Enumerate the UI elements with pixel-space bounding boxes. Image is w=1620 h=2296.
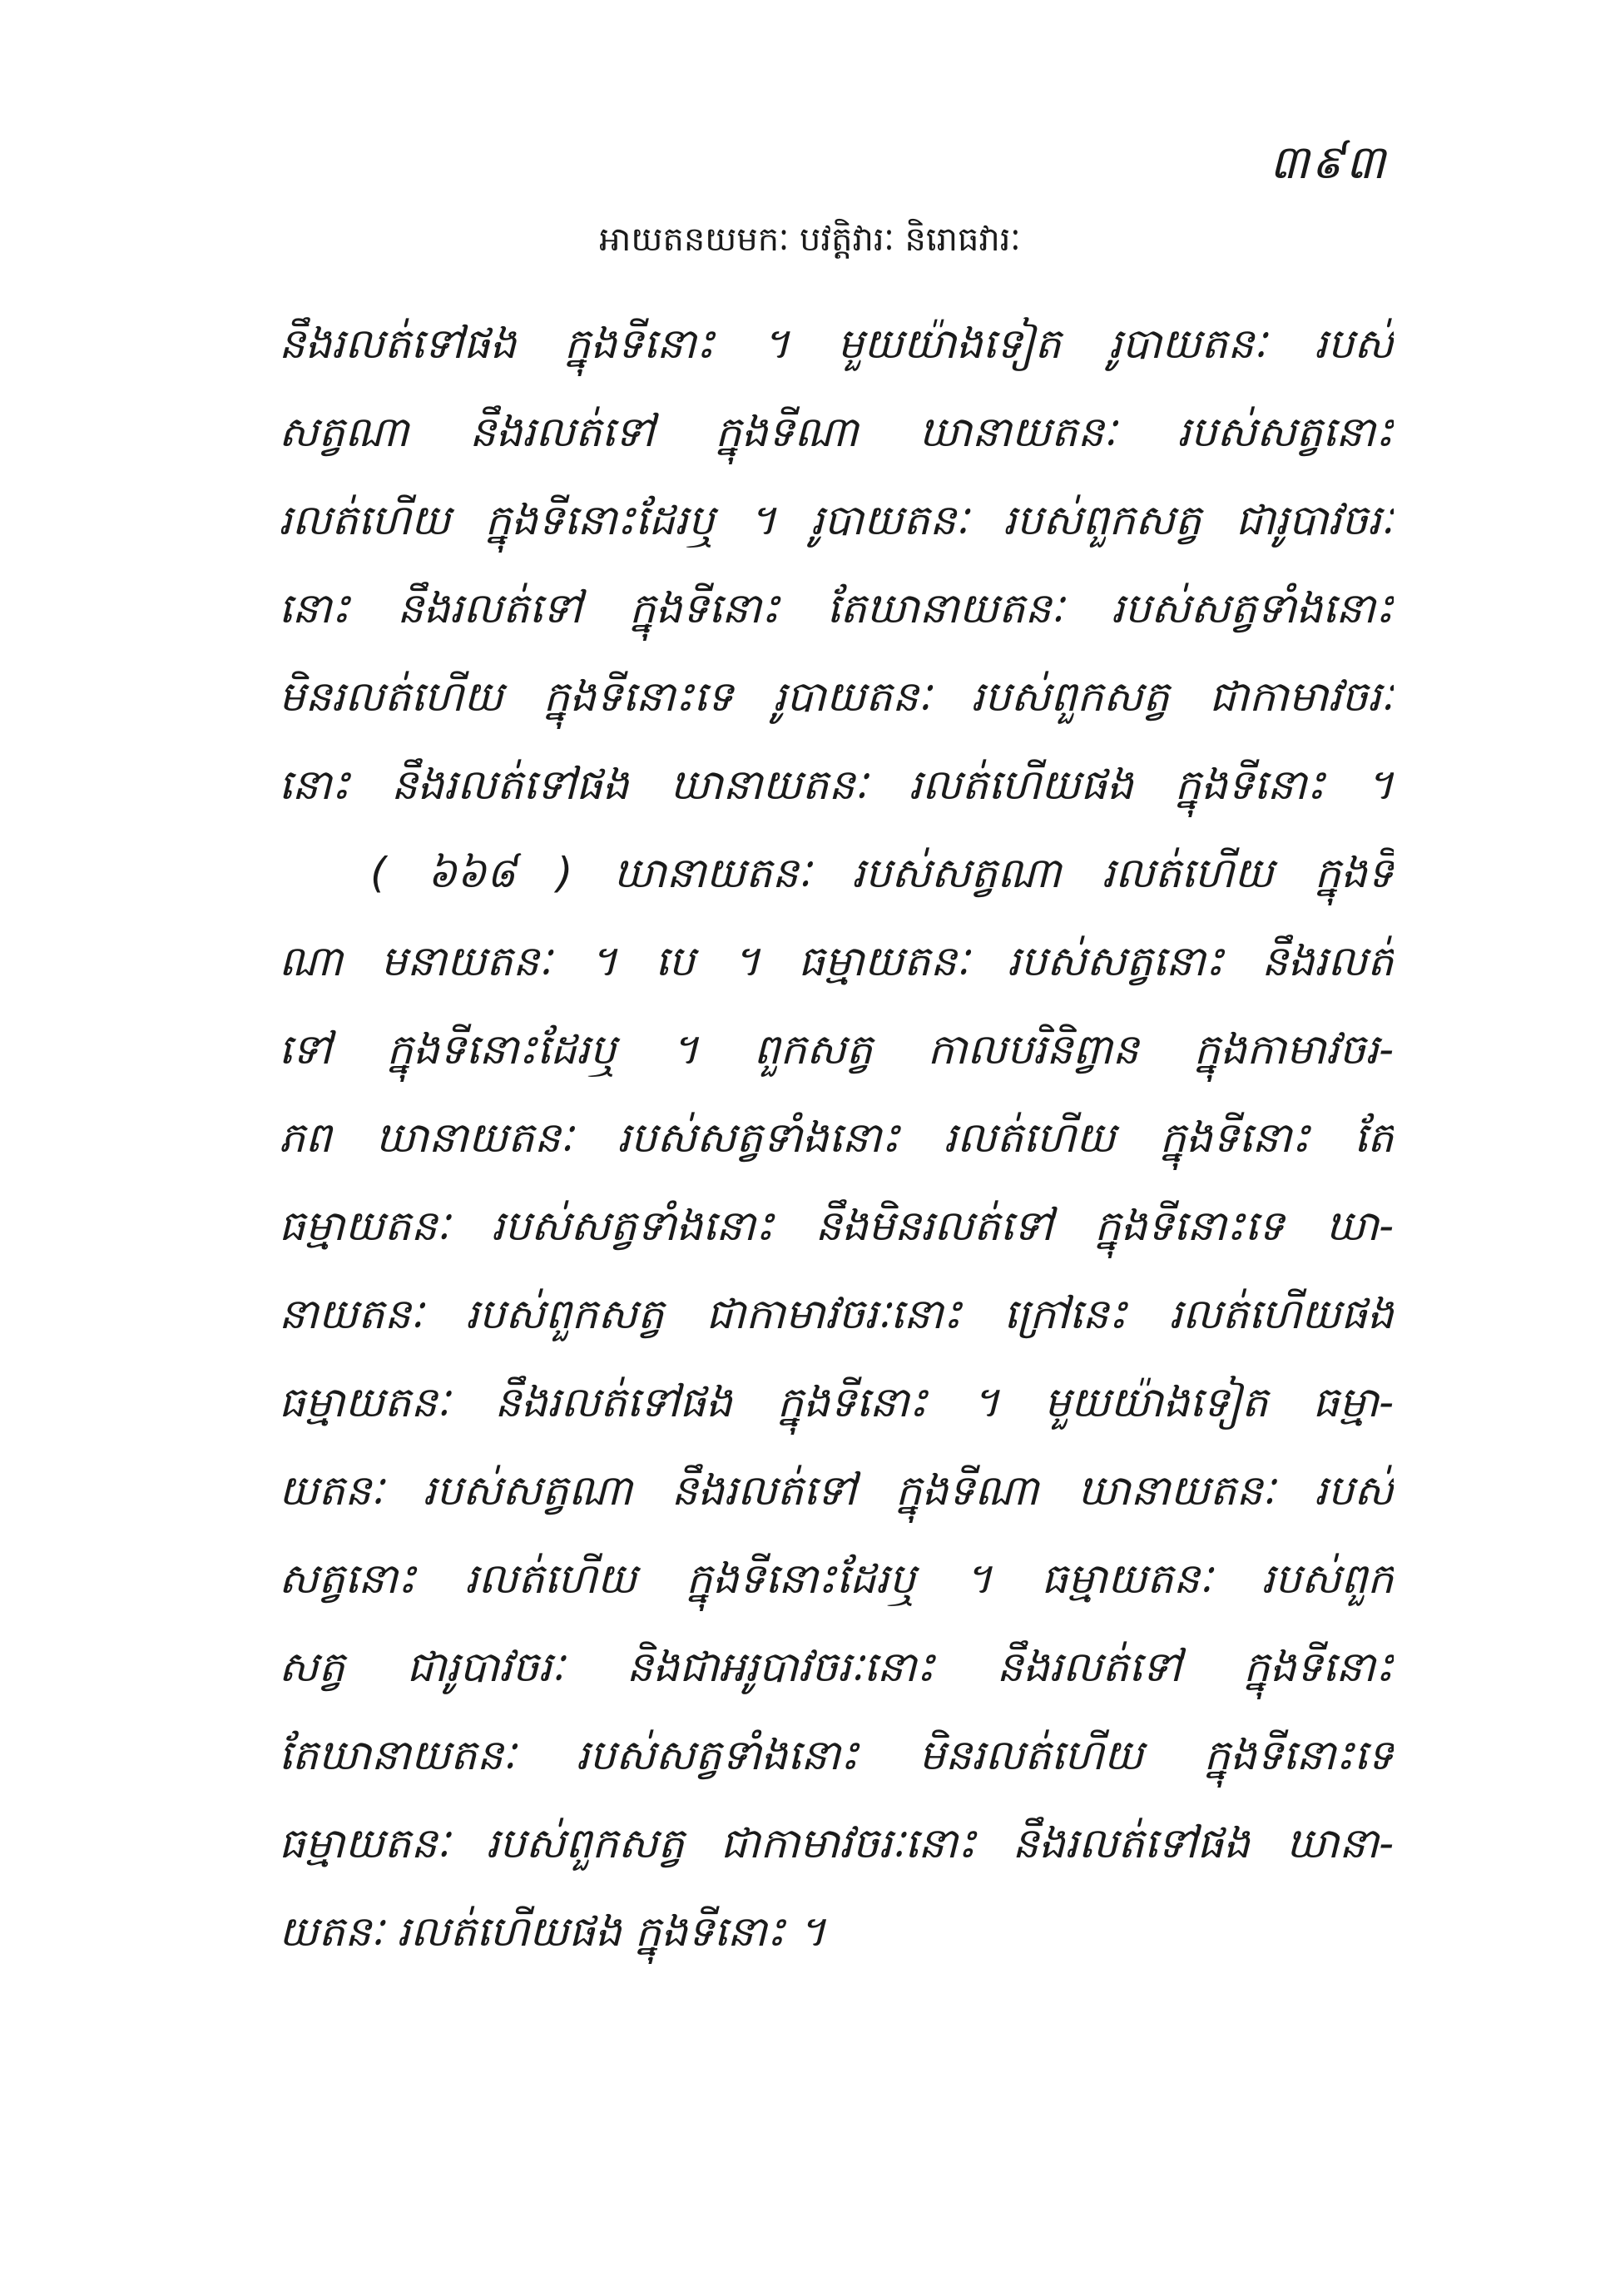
running-header: អាយតនយមកៈ បវត្តិវារៈ និរោធវារៈ (599, 221, 1021, 259)
text-line: សត្វណា នឹងរលត់ទៅ ក្នុងទីណា ឃានាយតនៈ របស់សត្វនោះ (279, 408, 1394, 456)
text-line: ធម្មាយតនៈ របស់ពួកសត្វ ជាកាមាវចរៈនោះ នឹងរលត់ទៅផង ឃានា- (279, 1819, 1394, 1867)
text-line: នោះ នឹងរលត់ទៅផង ឃានាយតនៈ រលត់ហើយផង ក្នុងទីនោះ ។ (279, 761, 1394, 809)
text-line: យតនៈ របស់សត្វណា នឹងរលត់ទៅ ក្នុងទីណា ឃានាយតនៈ របស់ (279, 1466, 1394, 1515)
text-line: ធម្មាយតនៈ របស់សត្វទាំងនោះ នឹងមិនរលត់ទៅ ក្នុងទីនោះទេ ឃា- (279, 1202, 1394, 1250)
text-line: ទៅ ក្នុងទីនោះដែរឬ ។ ពួកសត្វ កាលបរិនិព្វាន ក្នុងកាមាវចរ- (279, 1025, 1394, 1074)
text-line: សត្វ ជារូបាវចរៈ និងជាអរូបាវចរៈនោះ នឹងរលត់ទៅ ក្នុងទីនោះ (279, 1643, 1394, 1691)
text-line: តែឃានាយតនៈ របស់សត្វទាំងនោះ មិនរលត់ហើយ ក្នុងទីនោះទេ (279, 1731, 1394, 1779)
text-line: ណា មនាយតនៈ ។ បេ ។ ធម្មាយតនៈ របស់សត្វនោះ នឹងរលត់ (279, 937, 1394, 985)
last-text-line: យតនៈ រលត់ហើយផង ក្នុងទីនោះ ។ (279, 1907, 826, 1956)
text-line: ភព ឃានាយតនៈ របស់សត្វទាំងនោះ រលត់ហើយ ក្នុងទីនោះ តែ (279, 1113, 1394, 1162)
text-line: នាយតនៈ របស់ពួកសត្វ ជាកាមាវចរៈនោះ ក្រៅនេះ រលត់ហើយផង (279, 1290, 1394, 1338)
text-line: នឹងរលត់ទៅផង ក្នុងទីនោះ ។ មួយយ៉ាងទៀត រូបាយតនៈ របស់ (279, 320, 1394, 368)
body-text (279, 300, 1394, 2180)
paragraph-start-line: ( ៦៦៨ ) ឃានាយតនៈ របស់សត្វណា រលត់ហើយ ក្នុងទី (370, 849, 1394, 897)
page-number: ៣៩៣ (1269, 136, 1387, 190)
text-line: មិនរលត់ហើយ ក្នុងទីនោះទេ រូបាយតនៈ របស់ពួកសត្វ ជាកាមាវចរៈ (279, 672, 1394, 721)
text-line: នោះ នឹងរលត់ទៅ ក្នុងទីនោះ តែឃានាយតនៈ របស់សត្វទាំងនោះ (279, 584, 1394, 632)
text-line: រលត់ហើយ ក្នុងទីនោះដែរឬ ។ រូបាយតនៈ របស់ពួកសត្វ ជារូបាវចរៈ (279, 496, 1394, 544)
text-line: ធម្មាយតនៈ នឹងរលត់ទៅផង ក្នុងទីនោះ ។ មួយយ៉ាងទៀត ធម្មា- (279, 1378, 1394, 1426)
text-line: សត្វនោះ រលត់ហើយ ក្នុងទីនោះដែរឬ ។ ធម្មាយតនៈ របស់ពួក (279, 1555, 1394, 1603)
